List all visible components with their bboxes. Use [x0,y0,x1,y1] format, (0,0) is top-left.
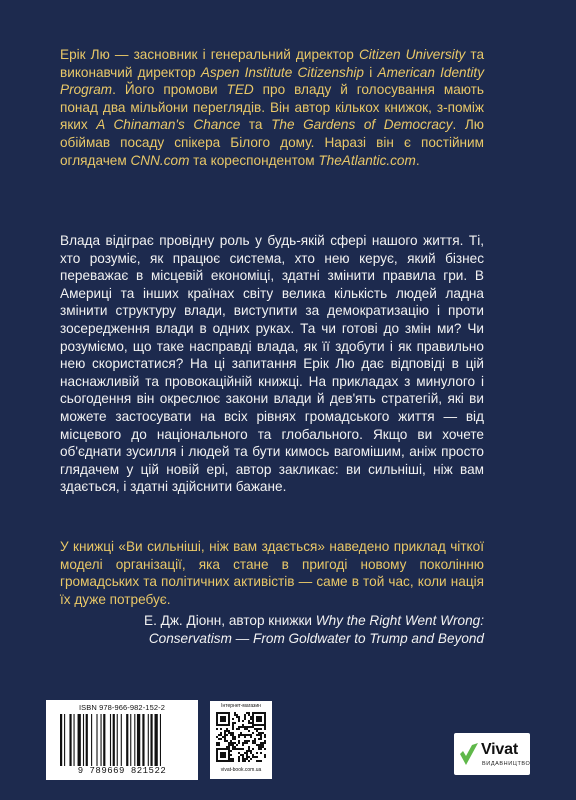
vivat-checkmark-icon [459,741,479,767]
bio-text: . Лю обіймав посаду спікера Білого дому. Наразі він є постійним оглядачем [60,117,485,168]
bio-italic: A Chinaman's Chance [96,117,241,133]
review-quote: У книжці «Ви сильніші, ніж вам здається» наведено приклад чіткої моделі організації, яка стане в пригоді новому поколінню громадських та політичних активістів — саме в той час, коли нація їх дуже потребує. [60,539,484,607]
bio-italic: TheAtlantic.com [318,152,416,168]
isbn-label: ISBN 978-966-982-152-2 [78,703,165,712]
book-description: Влада відіграє провідну роль у будь-якій сфері нашого життя. Ті, хто розуміє, як працює система, хто нею керує, який бізнес переважає в місцевій економіці, здатні змінити правила гри. В Америці та інших країнах світу велика кількість людей ладна змінити структуру влади, виступити за демократизацію і проти зосередження влади в одних руках. Та чи готові до змін ми? Чи розуміємо, що таке насправді влада, як її здобути і як правильно нею скористатися? На ці запитання Ерік Лю дає відповіді в цій наснажливій та провокаційній книжці. На прикладах з минулого і сьогодення він окреслює закони влади й дев'ять стратегій, які ви можете застосувати на всіх рівнях громадського життя — від місцевого до національного та глобального. Якщо ви хочете об'єднати зусилля і людей та бути кимось вагомішим, аніж просто глядачем у цій новій ері, автор закликає: ви сильніші, ніж вам здається, і здатні здійснити бажане. [60,233,484,495]
bio-italic: The Gardens of Democracy [271,117,453,133]
qr-top-label: Інтернет-магазин [221,703,261,709]
bio-italic: Citizen University [358,47,466,62]
attribution-book-title: Why the Right Went Wrong: [315,613,484,628]
qr-code-block [210,701,272,779]
publisher-logo [454,733,530,775]
publisher-subtitle: ВИДАВНИЦТВО [482,761,531,767]
author-bio [60,46,484,169]
bio-text: про владу й голосування мають понад два мільйони переглядів. Він автор кількох книжок, з-поміж яких [60,82,484,133]
quote-attribution [60,612,484,647]
bio-text: . Його промови [112,82,227,98]
attribution-author: Е. Дж. Діонн, автор книжки [144,613,316,628]
bio-text: та [240,117,272,133]
bio-text: та кореспондентом [189,152,319,168]
attribution-line-1 [60,612,484,630]
qr-code-icon [216,712,266,762]
bio-italic: American Identity Program [60,64,484,98]
bio-italic: TED [226,82,254,98]
publisher-name: Vivat [481,741,518,758]
attribution-book-subtitle: Conservatism — From Goldwater to Trump and Beyond [148,630,484,646]
bio-italic: CNN.com [130,152,190,168]
bio-text: . [415,152,420,168]
bio-text: та виконавчий директор [60,47,485,80]
qr-bottom-label: vivat-book.com.ua [220,767,262,773]
isbn-barcode [46,700,198,780]
bio-text: і [363,64,378,80]
attribution-line-2 [60,630,484,648]
isbn-digits: 9 789669 821522 [77,766,167,776]
bio-text: Ерік Лю — засновник і генеральний директор [60,47,359,62]
barcode-bars [60,714,188,766]
bio-italic: Aspen Institute Citizenship [200,64,364,80]
